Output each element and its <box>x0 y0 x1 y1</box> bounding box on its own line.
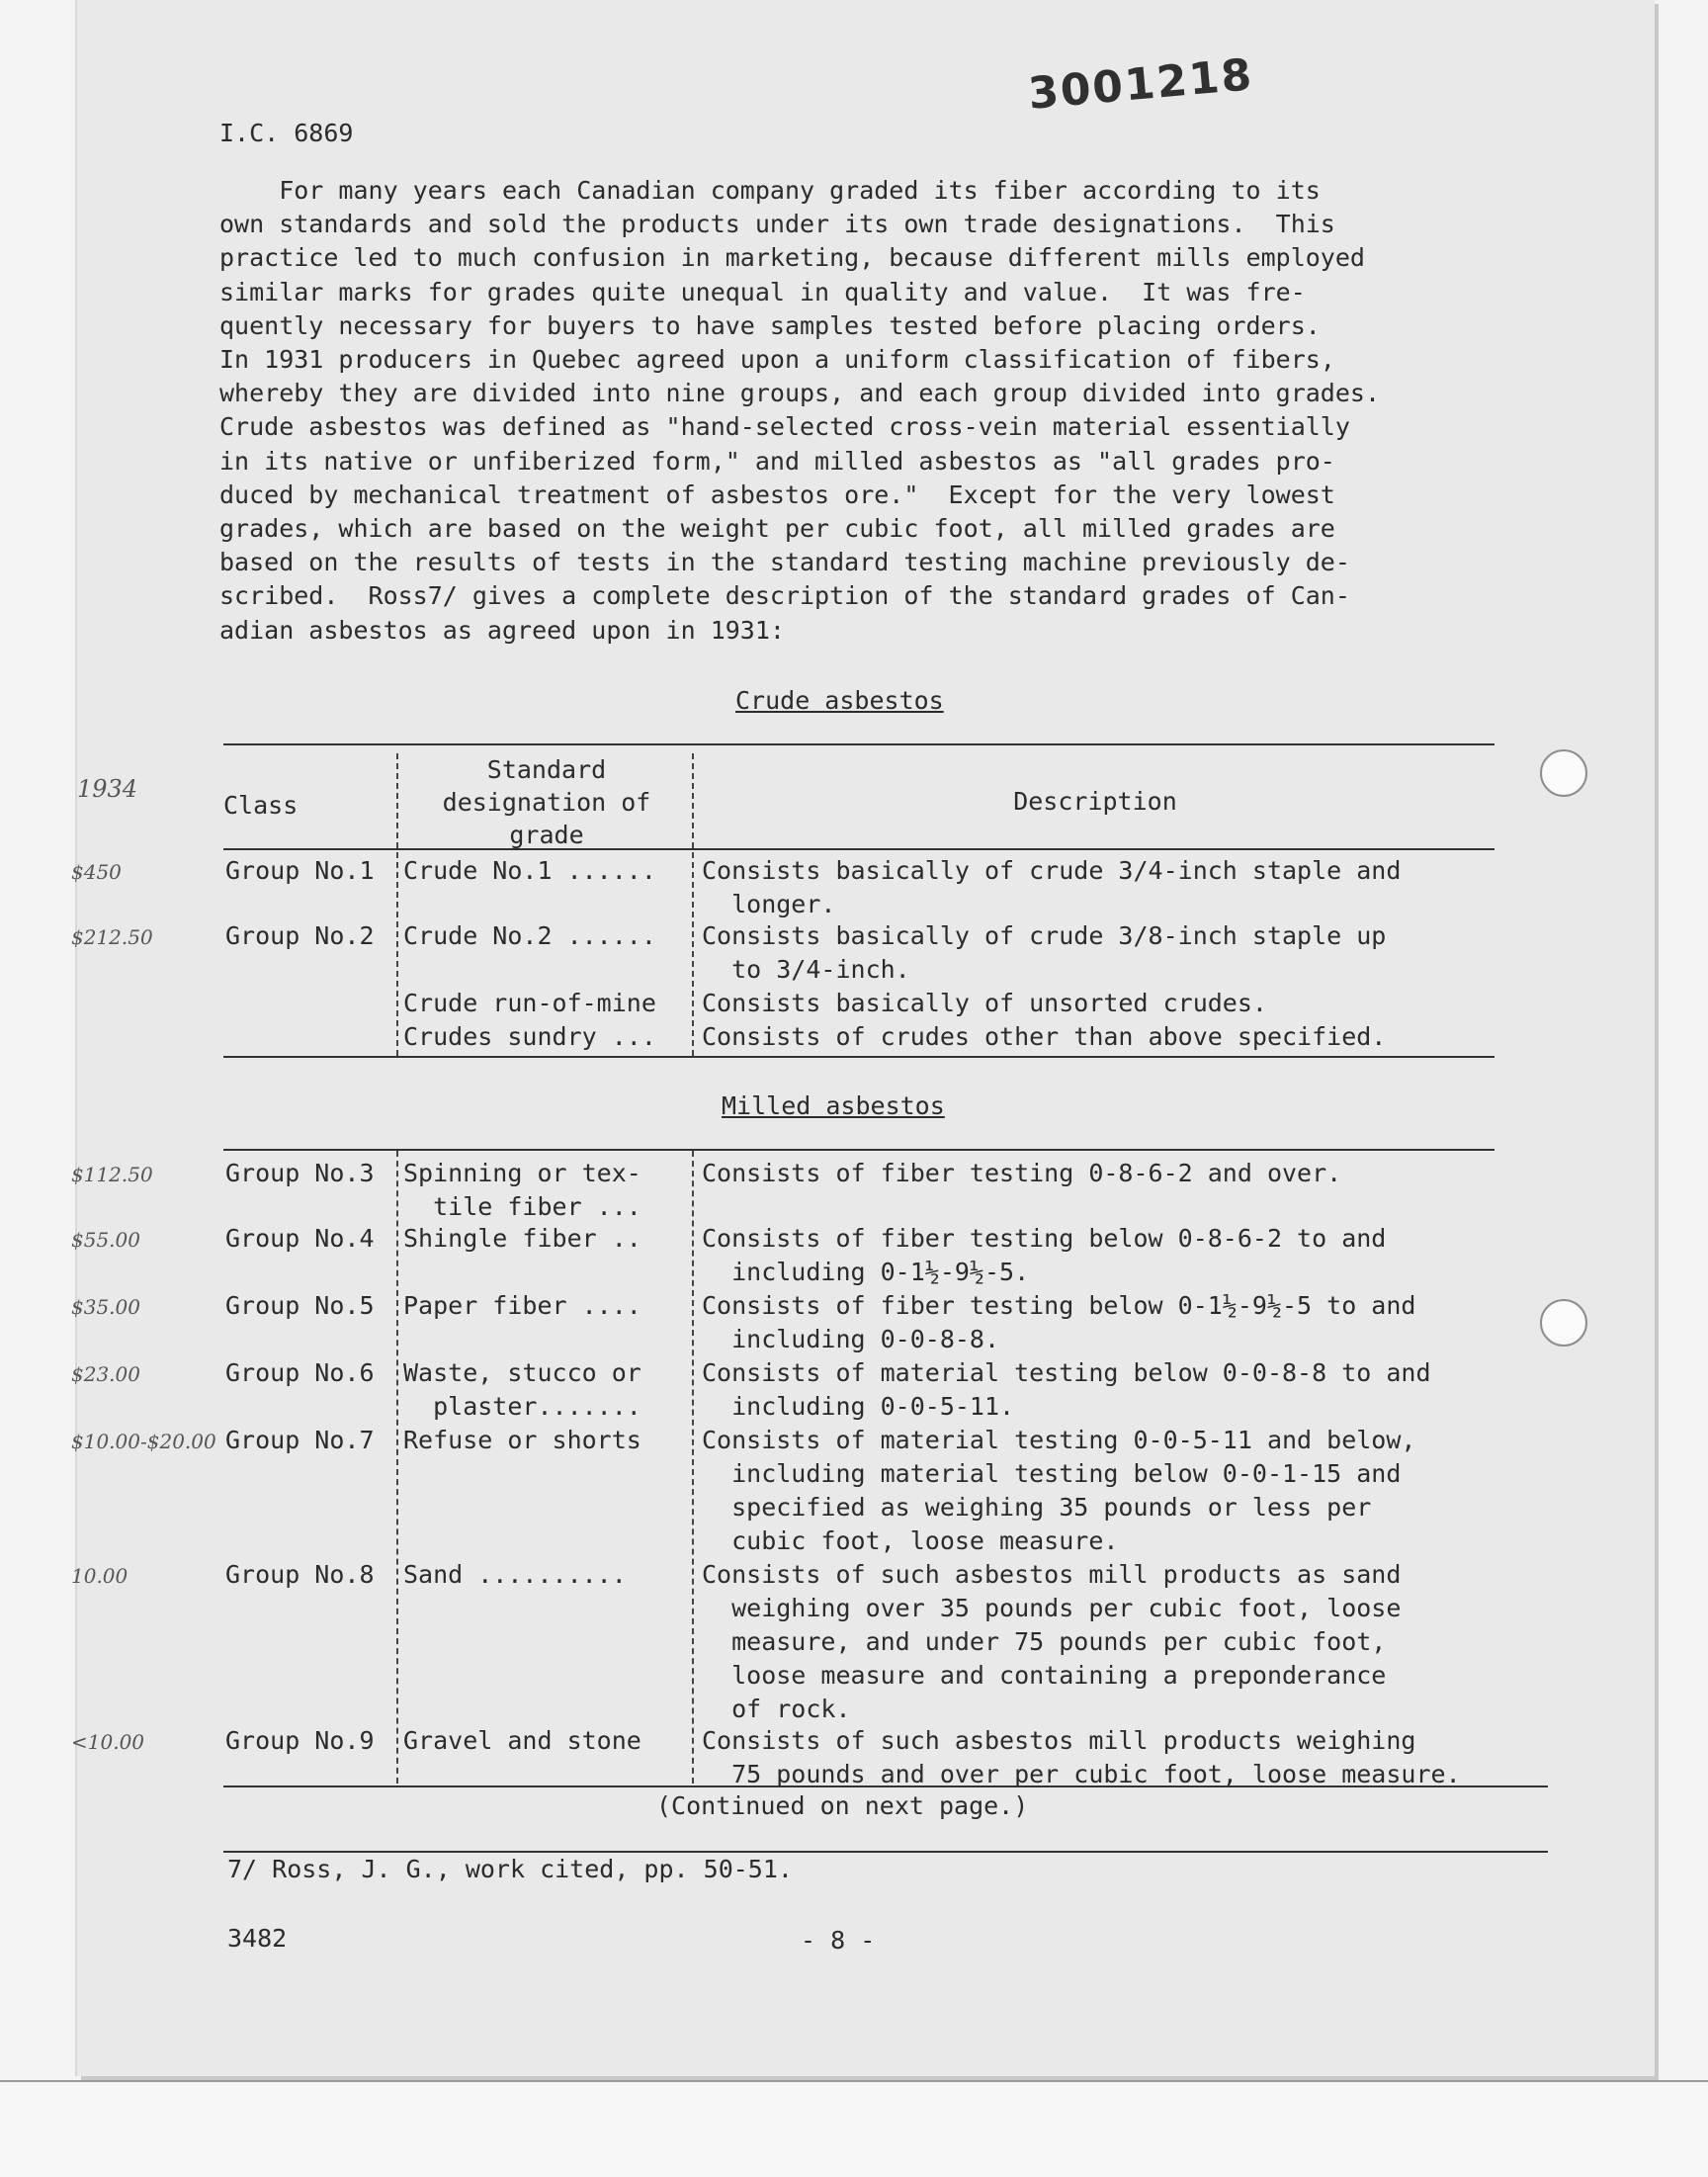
table-cell-class: Group No.7 <box>225 1426 375 1454</box>
table-cell-grade: Crude No.2 ...... <box>403 921 656 950</box>
table-cell-grade: Refuse or shorts <box>403 1426 641 1454</box>
handwritten-price-note: $450 <box>71 860 122 884</box>
paragraph-line: practice led to much confusion in marketing, because different mills employed <box>219 243 1365 273</box>
paragraph-line: Crude asbestos was defined as "hand-selected cross-vein material essentially <box>219 412 1350 442</box>
table-cell-description: Consists of such asbestos mill products weighing 75 pounds and over per cubic foot, loose measure. <box>702 1726 1461 1788</box>
table-cell-grade: Crude No.1 ...... <box>403 856 656 885</box>
report-identifier: I.C. 6869 <box>219 119 354 147</box>
header-class: Class <box>223 791 299 820</box>
table-cell-description: Consists basically of crude 3/8-inch staple up to 3/4-inch. <box>702 921 1387 984</box>
column-divider <box>396 753 398 1056</box>
table-cell-description: Consists of such asbestos mill products as sand weighing over 35 pounds per cubic foot, loose measure, and under 75 pounds per cubic foot, loose measure and containing a preponderance of rock. <box>702 1560 1402 1723</box>
continued-note: (Continued on next page.) <box>656 1791 1029 1820</box>
table-cell-grade: Crudes sundry ... <box>403 1022 656 1051</box>
handwritten-price-note: 10.00 <box>71 1564 128 1588</box>
table-cell-description: Consists basically of unsorted crudes. <box>702 989 1267 1017</box>
paragraph-line: similar marks for grades quite unequal in quality and value. It was fre- <box>219 277 1306 306</box>
table-cell-grade: Spinning or tex- tile fiber ... <box>403 1159 641 1221</box>
table-cell-description: Consists of fiber testing 0-8-6-2 and over. <box>702 1159 1342 1187</box>
table-top-rule <box>223 743 1494 745</box>
paragraph-line: duced by mechanical treatment of asbestos ore." Except for the very lowest <box>219 479 1335 509</box>
table-cell-description: Consists of fiber testing below 0-1½-9½-5 to and including 0-0-8-8. <box>702 1291 1416 1353</box>
crude-table-bottom-rule <box>223 1056 1494 1058</box>
table-cell-grade: Shingle fiber .. <box>403 1224 641 1253</box>
table-cell-grade: Waste, stucco or plaster....... <box>403 1358 641 1421</box>
table-cell-description: Consists of crudes other than above specified. <box>702 1022 1387 1051</box>
table-cell-class: Group No.1 <box>225 856 375 885</box>
table-cell-description: Consists basically of crude 3/4-inch staple and longer. <box>702 856 1402 918</box>
document-number: 3482 <box>227 1924 288 1953</box>
table-cell-description: Consists of material testing below 0-0-8-8 to and including 0-0-5-11. <box>702 1358 1431 1421</box>
table-cell-grade: Paper fiber .... <box>403 1291 641 1320</box>
table-cell-class: Group No.2 <box>225 921 375 950</box>
milled-table-bottom-rule <box>223 1785 1548 1787</box>
table-cell-grade: Crude run-of-mine <box>403 989 656 1017</box>
table-cell-description: Consists of fiber testing below 0-8-6-2 to and including 0-1½-9½-5. <box>702 1224 1387 1286</box>
table-cell-class: Group No.3 <box>225 1159 375 1187</box>
handwritten-price-note: $112.50 <box>71 1163 153 1186</box>
paragraph-line: In 1931 producers in Quebec agreed upon a uniform classification of fibers, <box>219 345 1335 375</box>
footnote-rule <box>223 1851 1548 1853</box>
page-number: - 8 - <box>801 1926 876 1955</box>
handwritten-price-note: $55.00 <box>71 1228 140 1252</box>
paragraph-line: scribed. Ross7/ gives a complete description of the standard grades of Can- <box>219 581 1350 611</box>
header-rule <box>223 848 1494 850</box>
header-description: Description <box>1013 787 1177 816</box>
table-cell-class: Group No.8 <box>225 1560 375 1589</box>
paragraph-line: based on the results of tests in the standard testing machine previously de- <box>219 548 1350 577</box>
page-bottom-margin <box>0 2080 1708 2177</box>
table-cell-class: Group No.6 <box>225 1358 375 1387</box>
milled-table-top-rule <box>223 1149 1494 1151</box>
table-cell-grade: Sand .......... <box>403 1560 627 1589</box>
paragraph-line: in its native or unfiberized form," and milled asbestos as "all grades pro- <box>219 446 1335 476</box>
column-divider <box>692 753 694 1056</box>
table-cell-class: Group No.4 <box>225 1224 375 1253</box>
paragraph-line: whereby they are divided into nine groups, and each group divided into grades. <box>219 379 1380 408</box>
crude-asbestos-title: Crude asbestos <box>735 686 944 715</box>
table-cell-description: Consists of material testing 0-0-5-11 and below, including material testing below 0-0-1-15 and specified as weighing 35 pounds or less per cubic foot, loose measure. <box>702 1426 1416 1555</box>
footnote: 7/ Ross, J. G., work cited, pp. 50-51. <box>227 1855 793 1883</box>
paragraph-line: For many years each Canadian company graded its fiber according to its <box>219 176 1321 205</box>
handwritten-year-note: 1934 <box>77 775 138 803</box>
punch-hole <box>1540 749 1587 797</box>
handwritten-price-note: <10.00 <box>71 1730 145 1754</box>
handwritten-price-note: $23.00 <box>71 1362 140 1386</box>
table-cell-class: Group No.9 <box>225 1726 375 1755</box>
paragraph-line: adian asbestos as agreed upon in 1931: <box>219 615 785 645</box>
column-divider <box>692 1151 694 1784</box>
handwritten-price-note: $10.00-$20.00 <box>71 1430 216 1453</box>
table-cell-class: Group No.5 <box>225 1291 375 1320</box>
column-divider <box>396 1151 398 1784</box>
header-designation: Standard designation of grade <box>442 755 651 849</box>
paragraph-line: quently necessary for buyers to have samples tested before placing orders. <box>219 310 1321 340</box>
handwritten-price-note: $212.50 <box>71 925 153 949</box>
paragraph-line: own standards and sold the products under its own trade designations. This <box>219 210 1335 239</box>
document-stamp: 3001218 <box>1026 49 1256 120</box>
milled-asbestos-title: Milled asbestos <box>722 1091 945 1120</box>
table-cell-grade: Gravel and stone <box>403 1726 641 1755</box>
intro-paragraph <box>219 174 1504 648</box>
handwritten-price-note: $35.00 <box>71 1295 140 1319</box>
paragraph-line: grades, which are based on the weight per cubic foot, all milled grades are <box>219 514 1335 544</box>
